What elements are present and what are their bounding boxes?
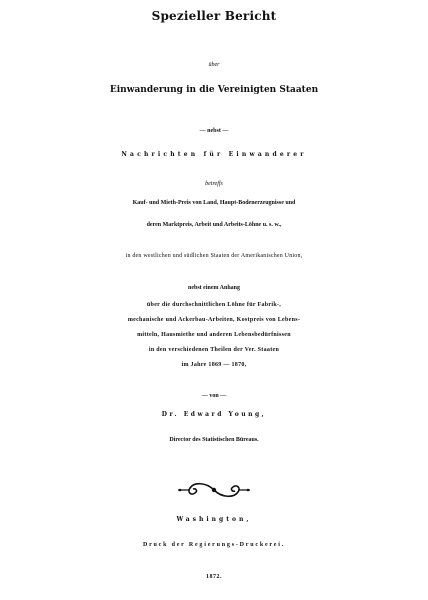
von-separator: — von — bbox=[201, 393, 227, 399]
kauf-line-2: deren Marktpreis, Arbeit und Arbeits-Löhne u. s. w., bbox=[146, 222, 282, 228]
author-name: Dr. Edward Young, bbox=[161, 411, 267, 418]
printer-line: Druck der Regierungs-Druckerei. bbox=[142, 542, 286, 548]
betreffs-line: betreffs bbox=[205, 181, 223, 187]
nachrichten-heading: Nachrichten für Einwanderer bbox=[121, 151, 307, 158]
nebst-separator: — nebst — bbox=[199, 128, 229, 134]
anhang-line-4: in den verschiedenen Theilen der Ver. Staaten bbox=[148, 347, 280, 353]
ueber-line: über bbox=[208, 62, 220, 68]
ornament-flourish-icon bbox=[176, 480, 252, 500]
westlichen-line: in den westlichen und südlichen Staaten der Amerikanischen Union, bbox=[125, 253, 303, 259]
anhang-line-5: im Jahre 1869 — 1870, bbox=[181, 362, 247, 368]
nebst-anhang-line: nebst einem Anhang bbox=[187, 285, 240, 291]
kauf-line-1: Kauf- und Mieth-Preis von Land, Haupt-Bodenerzeugnisse und bbox=[132, 200, 296, 206]
anhang-line-3: mitteln, Hausmiethe und anderen Lebensbedürfnissen bbox=[137, 332, 291, 338]
anhang-line-1: über die durchschnittlichen Löhne für Fabrik-, bbox=[146, 302, 282, 308]
main-title: Spezieller Bericht bbox=[151, 9, 277, 23]
anhang-line-2: mechanische und Ackerbau-Arbeiten, Kostpreis von Lebens- bbox=[127, 317, 301, 323]
place-of-publication: Washington, bbox=[176, 516, 252, 523]
publication-year: 1872. bbox=[206, 574, 222, 580]
author-role: Director des Statistischen Büreaus. bbox=[169, 437, 259, 443]
subtitle: Einwanderung in die Vereinigten Staaten bbox=[109, 85, 319, 95]
